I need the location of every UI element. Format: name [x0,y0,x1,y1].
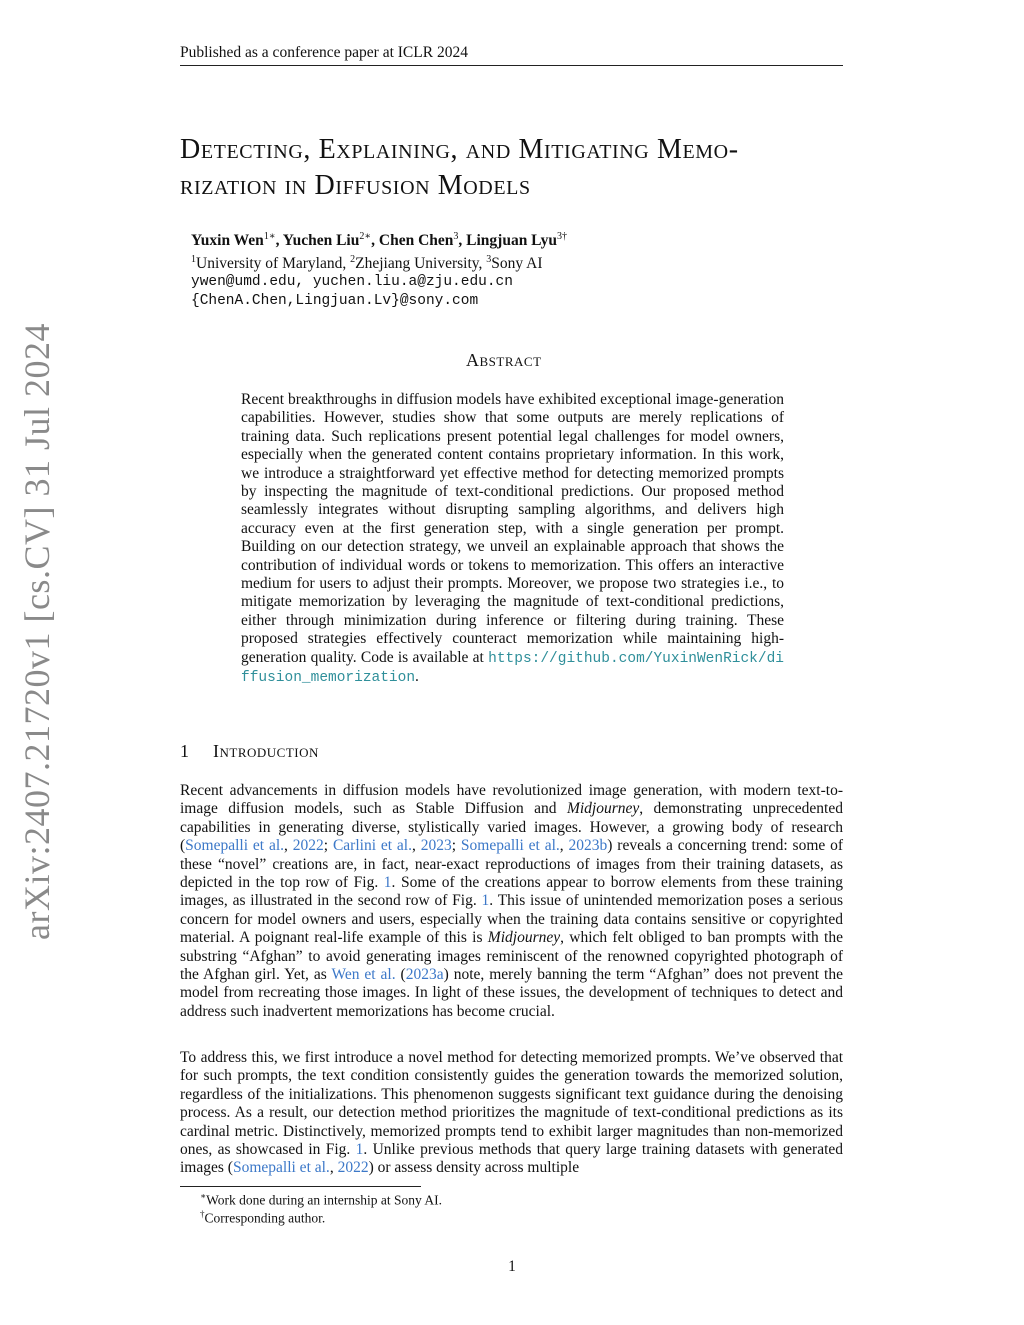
section-heading-introduction: 1 Introduction [180,741,319,761]
citation-link[interactable]: 2023b [568,837,608,855]
figure-ref-link[interactable]: 1 [355,1141,364,1159]
paper-title [180,132,860,204]
header-rule [180,65,843,66]
title-line-1: Detecting, Explaining, and Mitigating Memo- [180,134,739,165]
citation-link[interactable]: Carlini et al. [332,837,412,855]
arxiv-stamp: arXiv:2407.21720v1 [cs.CV] 31 Jul 2024 [17,323,57,940]
abstract-body: Recent breakthroughs in diffusion models have exhibited exceptional image-generation capabilities. However, studies show that some outputs are merely replications of training data. Such replications present potential legal challenges for model owners, especially when the generated content contains proprietary information. In this work, we introduce a straightforward yet effective method for detecting memorized prompts by inspecting the magnitude of text-conditional predictions. Our proposed method seamlessly integrates without disrupting sampling algorithms, and delivers high accuracy even at the first generation step, with a single generation per prompt. Building on our detection strategy, we unveil an explainable approach that shows the contribution of individual words or tokens to memorization. This offers an interactive medium for users to adjust their prompts. Moreover, we propose two strategies i.e., to mitigate memorization by leveraging the magnitude of text-conditional predictions, either through minimization during inference or filtering during training. These proposed strategies effectively counteract memorization while maintaining high-generation quality. Code is available at https://github.com/YuxinWenRick/diffusion_memorization. [241,391,784,687]
citation-link[interactable]: Somepalli et al. [460,837,560,855]
page-number: 1 [508,1258,516,1275]
figure-ref-link[interactable]: 1 [383,874,392,892]
citation-link[interactable]: 2022 [337,1159,369,1177]
author-names: Yuxin Wen$^{1∗}$, Yuchen Liu$^{2∗}$, Chen Chen$^3$, Lingjuan Lyu$^{3\dagger}$ [191,231,568,250]
title-line-2: rization in Diffusion Models [180,170,531,201]
citation-link[interactable]: Wen et al. [331,966,396,984]
citation-link[interactable]: Somepalli et al. [232,1159,330,1177]
author-block [191,227,567,311]
code-link[interactable]: https://github.com/YuxinWenRick/diffusion_memorization [241,650,784,687]
footnote-1: ∗Work done during an internship at Sony AI. [200,1191,443,1208]
citation-link[interactable]: 2023a [405,966,444,984]
author-emails: ywen@umd.edu, yuchen.liu.a@zju.edu.cn [191,274,513,291]
author-emails-sony: {ChenA.Chen,Lingjuan.Lv}@sony.com [191,293,479,310]
abstract-heading: Abstract [466,350,542,370]
intro-paragraph-1: Recent advancements in diffusion models have revolutionized image generation, with modern text-to-image diffusion models, such as Stable Diffusion and Midjourney, demonstrating unprecedented capabilities in generating diverse, stylistically varied images. However, a growing body of research (Somepalli et al., 2022; Carlini et al., 2023; Somepalli et al., 2023b) reveals a concerning trend: some of these “novel” creations are, in fact, near-exact reproductions of images from their training datasets, as depicted in the top row of Fig. 1. Some of the creations appear to borrow elements from these training images, as illustrated in the second row of Fig. 1. This issue of unintended memorization poses a serious concern for model owners and users, especially when the training data contains sensitive or copyrighted material. A poignant real-life example of this is Midjourney, which felt obliged to ban prompts with the substring “Afghan” to avoid generating images reminiscent of the renowned copyrighted photograph of the Afghan girl. Yet, as Wen et al. (2023a) note, merely banning the term “Afghan” does not prevent the model from recreating those images. In light of these issues, the development of techniques to detect and address such inadvertent memorizations has become crucial. [180,782,844,1020]
intro-paragraph-2: To address this, we first introduce a novel method for detecting memorized prompts. We’ve observed that for such prompts, the text condition consistently guides the generation towards the memorized solution, regardless of the initializations. This phenomenon suggests significant text guidance during the denoising process. As a result, our detection method prioritizes the magnitude of text-conditional predictions as its cardinal metric. Distinctively, memorized prompts tend to exhibit larger magnitudes than non-memorized ones, as showcased in Fig. 1. Unlike previous methods that query large training datasets with generated images (Somepalli et al., 2022) or assess density across multiple [180,1049,844,1177]
figure-ref-link[interactable]: 1 [481,892,490,910]
footnote-rule [180,1186,421,1187]
footnote-2: †Corresponding author. [200,1209,326,1226]
citation-link[interactable]: 2022 [292,837,324,855]
citation-link[interactable]: Somepalli et al. [185,837,285,855]
affiliations: $^1$University of Maryland, $^2$Zhejiang University, $^3$Sony AI [191,254,543,273]
citation-link[interactable]: 2023 [420,837,452,855]
running-header: Published as a conference paper at ICLR 2024 [180,44,468,61]
